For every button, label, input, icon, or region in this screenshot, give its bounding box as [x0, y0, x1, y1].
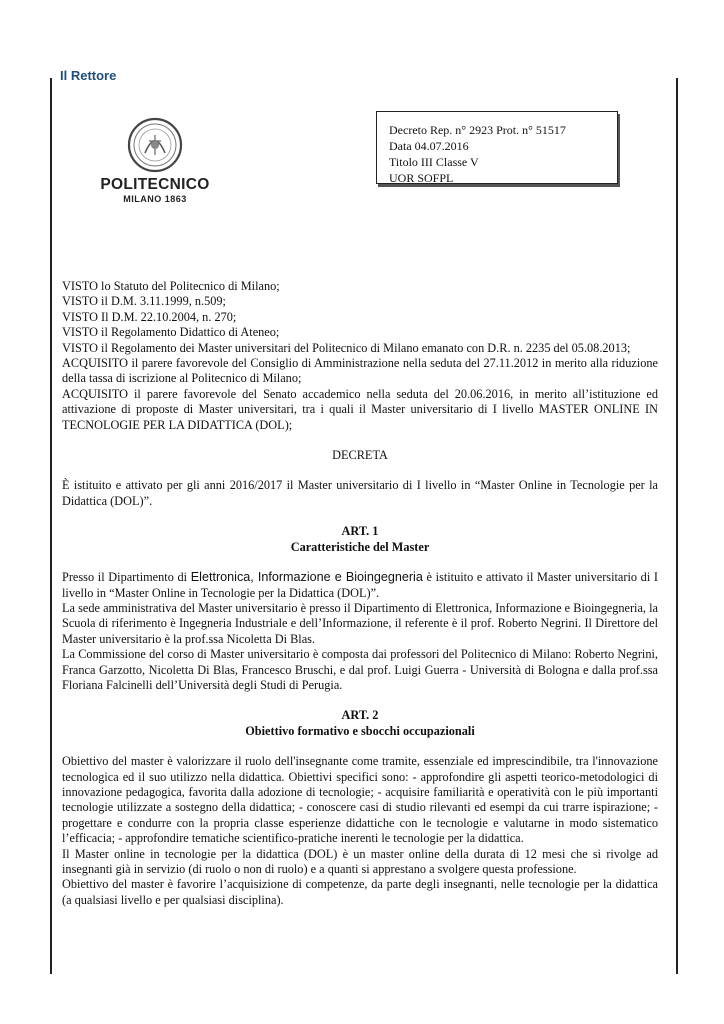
art1-department: Elettronica, Informazione e Bioingegneria [190, 570, 423, 585]
acquisito-line: ACQUISITO il parere favorevole del Senato accademico nella seduta del 20.06.2016, in merito all’istituzione ed attivazione di proposte di Master universitari, tra i quali il Master universitario di I livello MASTER ONLINE IN TECNOLOGIE PER LA DIDATTICA (DOL); [62, 386, 658, 432]
visto-line: VISTO il Regolamento Didattico di Ateneo; [62, 325, 280, 340]
visto-line: VISTO il Regolamento dei Master universitari del Politecnico di Milano emanato con D.R. n. 2235 del 05.08.2013; [62, 340, 631, 355]
protocol-line: Decreto Rep. n° 2923 Prot. n° 51517 [389, 123, 566, 137]
left-margin-rule [50, 78, 52, 974]
logo-name: POLITECNICO [100, 176, 210, 193]
art1-title: Caratteristiche del Master [290, 539, 430, 554]
art2-paragraph-1: Obiettivo del master è valorizzare il ruolo dell'insegnante come tramite, essenziale ed imprescindibile, tra l'innovazione tecnologica ed il suo utilizzo nella didattica. Obiettivi specifici sono: - approfondire gli aspetti teorico-metodologici di innovazione pedagogica, favorita dalla adozione di tecnologie; - acquisire familiarità e operatività con le più importanti tecnologie utilizzate a sostegno della didattica; - conoscere casi di studio rilevanti ed esempi da cui trarre ispirazione; - progettare e condurre con la propria classe esperienze didattiche con le tecnologie e valutarne in modo sistematico l’efficacia; - approfondire tematiche scientifico-pratiche inerenti le tecnologie per la didattica. [62, 754, 658, 846]
protocol-line: Data 04.07.2016 [389, 139, 469, 153]
protocol-line: Titolo III Classe V [389, 155, 479, 169]
art2-paragraph-2: Il Master online in tecnologie per la didattica (DOL) è un master online della durata di 12 mesi che si rivolge ad insegnanti già in servizio (di ruolo o non di ruolo) e a quanti si apprestano a svolgere questa professione. [62, 846, 658, 876]
seal-icon [127, 115, 183, 175]
logo-city: MILANO 1863 [123, 194, 187, 204]
visto-line: VISTO Il D.M. 22.10.2004, n. 270; [62, 309, 237, 324]
art2-title: Obiettivo formativo e sbocchi occupazionali [245, 723, 475, 738]
art2-paragraph-3: Obiettivo del master è favorire l’acquisizione di competenze, da parte degli insegnanti, nelle tecnologie per la didattica (a qualsiasi livello e per qualsiasi disciplina). [62, 877, 658, 907]
art2-number: ART. 2 [341, 708, 379, 723]
art1-paragraph-3: La Commissione del corso di Master universitario è composta dai professori del Politecnico di Milano: Roberto Negrini, Franca Garzotto, Nicoletta Di Blas, Francesco Bruschi, e dal prof. Luigi Guerra - Università di Bologna e dalla prof.ssa Floriana Falcinelli dell’Università degli Studi di Perugia. [62, 647, 658, 692]
art1-paragraph-2: La sede amministrativa del Master universitario è presso il Dipartimento di Elettronica, Informazione e Bioingegneria, la Scuola di riferimento è Ingegneria Industriale e dell’Informazione, il referente è il prof. Roberto Negrini. Il Direttore del Master universitario è la prof.ssa Nicoletta Di Blas. [62, 600, 658, 646]
art1-p1-before: Presso il Dipartimento di [62, 570, 191, 585]
decreta-heading: DECRETA [332, 448, 388, 463]
protocol-box [376, 111, 618, 184]
header-title: Il Rettore [60, 68, 117, 83]
protocol-line: UOR SOFPL [389, 171, 454, 185]
visto-line: VISTO il D.M. 3.11.1999, n.509; [62, 294, 226, 309]
right-margin-rule [676, 78, 678, 974]
art1-paragraph-1 [62, 570, 658, 601]
acquisito-line: ACQUISITO il parere favorevole del Consiglio di Amministrazione nella seduta del 27.11.2012 in merito alla riduzione della tassa di iscrizione al Politecnico di Milano; [62, 356, 658, 386]
politecnico-logo [95, 115, 215, 215]
decree-body [62, 279, 658, 908]
art1-p1-after: è istituito e attivato il Master universitario di I livello in “Master Online in Tecnologie per la Didattica (DOL)”. [62, 570, 659, 600]
decree-text: È istituito e attivato per gli anni 2016/2017 il Master universitario di I livello in “Master Online in Tecnologie per la Didattica (DOL)”. [62, 478, 658, 508]
visto-line: VISTO lo Statuto del Politecnico di Milano; [62, 279, 280, 293]
art1-number: ART. 1 [341, 524, 379, 539]
